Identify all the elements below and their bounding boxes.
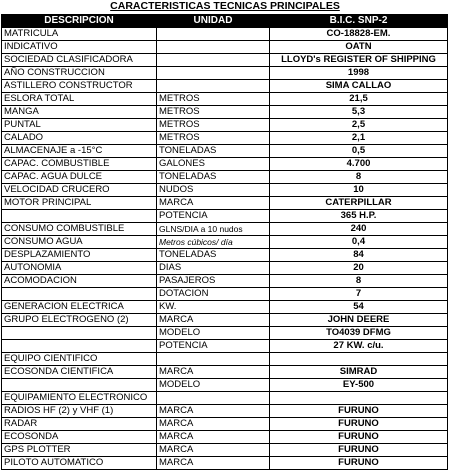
table-row <box>2 327 448 340</box>
unit-cell: TONELADAS <box>157 249 270 262</box>
unit-cell: KW. <box>157 301 270 314</box>
table-row <box>2 353 448 366</box>
table-row <box>2 223 448 236</box>
table-row <box>2 236 448 249</box>
description-cell: CALADO <box>2 132 157 145</box>
specs-table <box>1 14 448 470</box>
description-cell: MOTOR PRINCIPAL <box>2 197 157 210</box>
description-cell: DESPLAZAMIENTO <box>2 249 157 262</box>
table-row <box>2 171 448 184</box>
description-cell: CONSUMO COMBUSTIBLE <box>2 223 157 236</box>
value-cell <box>270 392 448 405</box>
description-cell: GRUPO ELECTROGENO (2) <box>2 314 157 327</box>
value-cell: 20 <box>270 262 448 275</box>
unit-cell <box>157 41 270 54</box>
table-row <box>2 106 448 119</box>
description-cell: GPS PLOTTER <box>2 444 157 457</box>
unit-cell <box>157 54 270 67</box>
table-row <box>2 93 448 106</box>
value-cell: 5,3 <box>270 106 448 119</box>
value-cell: FURUNO <box>270 418 448 431</box>
description-cell: GENERACION ELECTRICA <box>2 301 157 314</box>
unit-cell: Metros cúbicos/ día <box>157 236 270 249</box>
value-cell: FURUNO <box>270 405 448 418</box>
table-row <box>2 210 448 223</box>
header-value: B.I.C. SNP-2 <box>270 15 448 28</box>
unit-cell: MARCA <box>157 444 270 457</box>
value-cell: 1998 <box>270 67 448 80</box>
table-row <box>2 444 448 457</box>
table-row <box>2 457 448 470</box>
unit-cell: METROS <box>157 106 270 119</box>
description-cell: CAPAC. AGUA DULCE <box>2 171 157 184</box>
unit-cell <box>157 80 270 93</box>
table-row <box>2 392 448 405</box>
value-cell: FURUNO <box>270 431 448 444</box>
unit-cell <box>157 353 270 366</box>
description-cell: ASTILLERO CONSTRUCTOR <box>2 80 157 93</box>
table-row <box>2 158 448 171</box>
table-row <box>2 249 448 262</box>
value-cell: 7 <box>270 288 448 301</box>
value-cell: 10 <box>270 184 448 197</box>
description-cell: EQUIPO CIENTIFICO <box>2 353 157 366</box>
description-cell: CAPAC. COMBUSTIBLE <box>2 158 157 171</box>
description-cell: SOCIEDAD CLASIFICADORA <box>2 54 157 67</box>
value-cell: SIMRAD <box>270 366 448 379</box>
value-cell: 2,5 <box>270 119 448 132</box>
table-row <box>2 67 448 80</box>
unit-cell: MARCA <box>157 405 270 418</box>
table-row <box>2 340 448 353</box>
unit-cell: PASAJEROS <box>157 275 270 288</box>
table-row <box>2 288 448 301</box>
description-cell: ACOMODACION <box>2 275 157 288</box>
value-cell: EY-500 <box>270 379 448 392</box>
description-cell <box>2 210 157 223</box>
unit-cell: METROS <box>157 119 270 132</box>
unit-cell <box>157 67 270 80</box>
value-cell: OATN <box>270 41 448 54</box>
value-cell: 365 H.P. <box>270 210 448 223</box>
table-row <box>2 28 448 41</box>
value-cell: 2,1 <box>270 132 448 145</box>
value-cell: 27 KW. c/u. <box>270 340 448 353</box>
table-row <box>2 366 448 379</box>
table-row <box>2 145 448 158</box>
description-cell: AUTONOMIA <box>2 262 157 275</box>
table-row <box>2 80 448 93</box>
table-row <box>2 431 448 444</box>
table-row <box>2 184 448 197</box>
table-row <box>2 275 448 288</box>
unit-cell: MODELO <box>157 327 270 340</box>
table-row <box>2 418 448 431</box>
table-row <box>2 54 448 67</box>
table-row <box>2 262 448 275</box>
unit-cell: DOTACION <box>157 288 270 301</box>
table-row <box>2 314 448 327</box>
value-cell: LLOYD's REGISTER OF SHIPPING <box>270 54 448 67</box>
table-row <box>2 119 448 132</box>
description-cell: PUNTAL <box>2 119 157 132</box>
unit-cell <box>157 28 270 41</box>
value-cell: FURUNO <box>270 444 448 457</box>
value-cell: 240 <box>270 223 448 236</box>
value-cell: 21,5 <box>270 93 448 106</box>
description-cell <box>2 327 157 340</box>
header-descripcion: DESCRIPCION <box>2 15 157 28</box>
description-cell: RADIOS HF (2) y VHF (1) <box>2 405 157 418</box>
unit-cell: MARCA <box>157 197 270 210</box>
value-cell: JOHN DEERE <box>270 314 448 327</box>
value-cell: 8 <box>270 275 448 288</box>
value-cell: FURUNO <box>270 457 448 470</box>
value-cell: CATERPILLAR <box>270 197 448 210</box>
description-cell: MANGA <box>2 106 157 119</box>
description-cell: VELOCIDAD CRUCERO <box>2 184 157 197</box>
table-row <box>2 132 448 145</box>
description-cell: EQUIPAMIENTO ELECTRONICO <box>2 392 157 405</box>
description-cell: AÑO CONSTRUCCION <box>2 67 157 80</box>
unit-cell: MARCA <box>157 366 270 379</box>
value-cell: SIMA CALLAO <box>270 80 448 93</box>
unit-cell: MARCA <box>157 431 270 444</box>
description-cell: CONSUMO AGUA <box>2 236 157 249</box>
description-cell: INDICATIVO <box>2 41 157 54</box>
value-cell: 84 <box>270 249 448 262</box>
unit-cell: POTENCIA <box>157 210 270 223</box>
unit-cell: MARCA <box>157 457 270 470</box>
table-row <box>2 301 448 314</box>
description-cell: ESLORA TOTAL <box>2 93 157 106</box>
unit-cell: DIAS <box>157 262 270 275</box>
value-cell: 54 <box>270 301 448 314</box>
unit-cell: TONELADAS <box>157 171 270 184</box>
unit-cell: POTENCIA <box>157 340 270 353</box>
description-cell: ECOSONDA CIENTIFICA <box>2 366 157 379</box>
description-cell <box>2 379 157 392</box>
table-header-row <box>2 15 448 28</box>
value-cell: 0,4 <box>270 236 448 249</box>
description-cell: ECOSONDA <box>2 431 157 444</box>
table-row <box>2 379 448 392</box>
page-title: CARACTERISTICAS TECNICAS PRINCIPALES <box>110 0 340 12</box>
value-cell: 4.700 <box>270 158 448 171</box>
table-body <box>2 28 448 470</box>
description-cell: ALMACENAJE a -15°C <box>2 145 157 158</box>
unit-cell: MODELO <box>157 379 270 392</box>
description-cell: MATRICULA <box>2 28 157 41</box>
value-cell: TO4039 DFMG <box>270 327 448 340</box>
description-cell <box>2 340 157 353</box>
value-cell: 8 <box>270 171 448 184</box>
value-cell: CO-18828-EM. <box>270 28 448 41</box>
table-row <box>2 405 448 418</box>
table-row <box>2 197 448 210</box>
unit-cell: GALONES <box>157 158 270 171</box>
unit-cell: TONELADAS <box>157 145 270 158</box>
unit-cell: GLNS/DIA a 10 nudos <box>157 223 270 236</box>
unit-cell: METROS <box>157 132 270 145</box>
value-cell: 0,5 <box>270 145 448 158</box>
unit-cell: METROS <box>157 93 270 106</box>
unit-cell <box>157 392 270 405</box>
unit-cell: NUDOS <box>157 184 270 197</box>
table-row <box>2 41 448 54</box>
unit-cell: MARCA <box>157 418 270 431</box>
description-cell <box>2 288 157 301</box>
description-cell: RADAR <box>2 418 157 431</box>
unit-cell: MARCA <box>157 314 270 327</box>
description-cell: PILOTO AUTOMATICO <box>2 457 157 470</box>
header-unidad: UNIDAD <box>157 15 270 28</box>
value-cell <box>270 353 448 366</box>
